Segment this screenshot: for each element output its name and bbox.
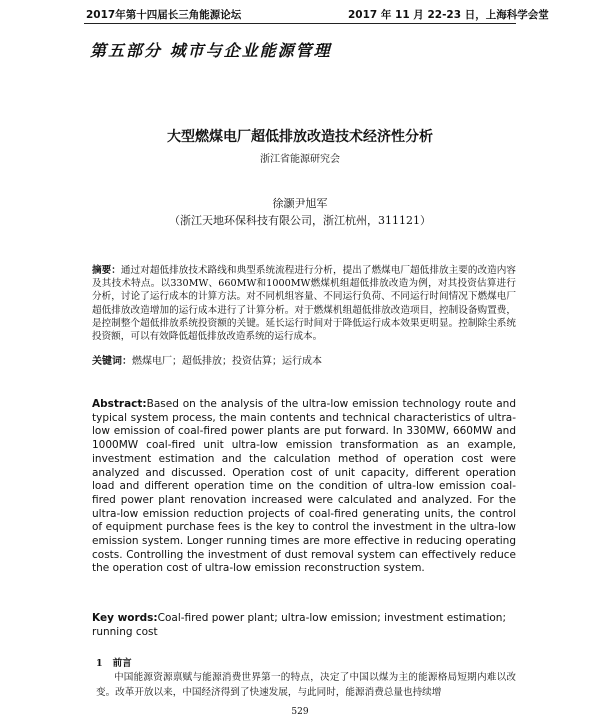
keywords-en-text: Coal-fired power plant; ultra-low emission; investment estimation; running cost: [92, 612, 506, 638]
paper-title: 大型燃煤电厂超低排放改造技术经济性分析: [167, 129, 433, 145]
keywords-cn-label: 关键词：: [92, 356, 132, 367]
organization: 浙江省能源研究会: [260, 154, 340, 165]
abstract-cn-label: 摘要：: [92, 265, 121, 276]
header-rule: [84, 23, 516, 24]
abstract-en: [92, 398, 516, 576]
running-header-right: 2017 年 11 月 22-23 日，上海科学会堂: [348, 9, 549, 21]
abstract-en-text: Based on the analysis of the ultra-low emission technology route and typical system process, the main contents and technical characteristics of ultra-low emission of coal-fired power plants are put forward. In 330MW, 660MW and 1000MW coal-fired unit ultra-low emission transformation as an example, investment estimation and the calculation method of operation cost were analyzed and discussed. Operation cost of unit capacity, different operation load and different operation time on the condition of ultra-low emission coal-fired power plant renovation increased were calculated and analyzed. For the ultra-low emission reduction projects of coal-fired generating units, the control of equipment purchase fees is the key to control the investment in the ultra-low emission system. Longer running times are more effective in reducing operating costs. Controlling the investment of dust removal system can effectively reduce the operation cost of ultra-low emission reconstruction system.: [92, 398, 516, 575]
section-number: 1: [96, 658, 103, 669]
page-number: 529: [291, 707, 309, 717]
section-heading: [96, 655, 132, 669]
authors: 徐灏尹旭军: [272, 197, 328, 210]
section-title: 前言: [112, 658, 132, 669]
abstract-en-label: Abstract:: [92, 398, 147, 410]
abstract-cn: [92, 264, 516, 343]
keywords-en: [92, 612, 516, 639]
intro-paragraph: 中国能源资源禀赋与能源消费世界第一的特点，决定了中国以煤为主的能源格局短期内难以改变。改革开放以来，中国经济得到了快速发展，与此同时，能源消费总量也持续增: [96, 672, 516, 698]
running-header-left: 2017年第十四届长三角能源论坛: [86, 9, 242, 21]
part-heading: 第五部分 城市与企业能源管理: [90, 41, 332, 60]
keywords-cn-text: 燃煤电厂；超低排放；投资估算；运行成本: [132, 356, 322, 367]
keywords-en-label: Key words:: [92, 612, 158, 624]
abstract-cn-text: 通过对超低排放技术路线和典型系统流程进行分析，提出了燃煤电厂超低排放主要的改造内容及其技术特点。以330MW、660MW和1000MW燃煤机组超低排放改造为例，对其投资估算进行分析，讨论了运行成本的计算方法。对不同机组容量、不同运行负荷、不同运行时间情况下燃煤电厂超低排放改造增加的运行成本进行了计算分析。对于燃煤机组超低排放改造项目，控制设备购置费，是控制整个超低排放系统投资额的关键。延长运行时间对于降低运行成本效果更明显。控制除尘系统投资额，可以有效降低超低排放改造系统的运行成本。: [92, 265, 517, 343]
affiliation: （浙江天地环保科技有限公司，浙江杭州，311121）: [169, 214, 431, 227]
keywords-cn: [92, 352, 516, 367]
